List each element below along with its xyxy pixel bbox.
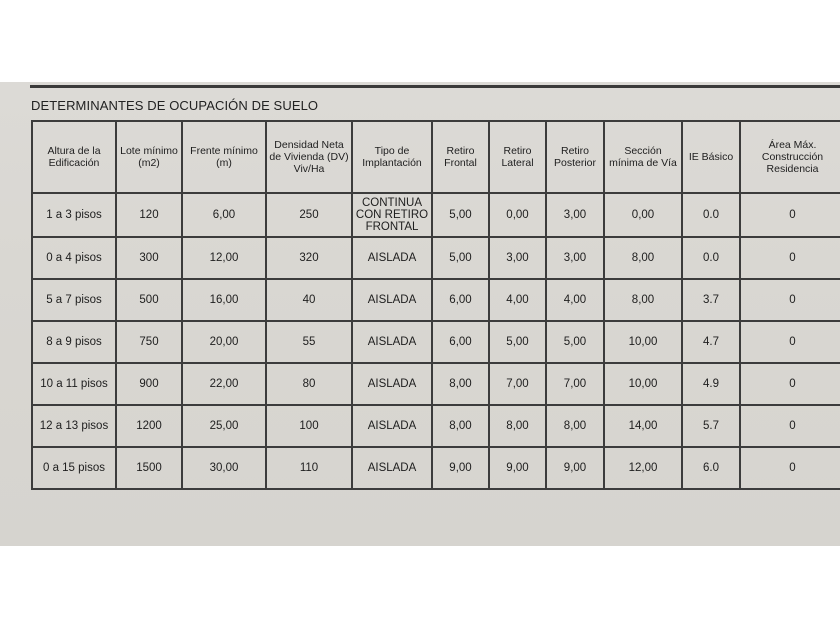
table-cell: 1200	[116, 405, 182, 447]
column-header: Retiro Posterior	[546, 121, 604, 193]
table-cell: 500	[116, 279, 182, 321]
table-cell: 0	[740, 237, 840, 279]
table-cell: 5 a 7 pisos	[32, 279, 116, 321]
table-cell: 0 a 4 pisos	[32, 237, 116, 279]
table-cell: 900	[116, 363, 182, 405]
table-cell: 6,00	[432, 321, 489, 363]
table-cell: 120	[116, 193, 182, 237]
table-cell: 0	[740, 321, 840, 363]
table-cell: 1 a 3 pisos	[32, 193, 116, 237]
table-row	[32, 321, 840, 363]
land-use-table	[31, 120, 840, 490]
table-cell: 0.0	[682, 193, 740, 237]
table-cell: AISLADA	[352, 405, 432, 447]
table-cell: 10,00	[604, 321, 682, 363]
table-cell: 8,00	[489, 405, 546, 447]
table-cell: 4,00	[546, 279, 604, 321]
table-cell: 80	[266, 363, 352, 405]
table-cell: 22,00	[182, 363, 266, 405]
column-header: Altura de la Edificación	[32, 121, 116, 193]
table-cell: AISLADA	[352, 237, 432, 279]
table-cell: 12,00	[604, 447, 682, 489]
table-cell: 0,00	[489, 193, 546, 237]
table-row	[32, 405, 840, 447]
table-cell: 0	[740, 447, 840, 489]
table-cell: AISLADA	[352, 447, 432, 489]
table-cell: 12,00	[182, 237, 266, 279]
table-cell: 5,00	[432, 237, 489, 279]
table-cell: 7,00	[489, 363, 546, 405]
column-header: Tipo de Implantación	[352, 121, 432, 193]
column-header: IE Básico	[682, 121, 740, 193]
table-cell: 6,00	[182, 193, 266, 237]
table-cell: 4.9	[682, 363, 740, 405]
table-cell: 0,00	[604, 193, 682, 237]
table-cell: 300	[116, 237, 182, 279]
table-cell: 750	[116, 321, 182, 363]
table-cell: 0.0	[682, 237, 740, 279]
document-photo	[0, 82, 840, 546]
document-title: DETERMINANTES DE OCUPACIÓN DE SUELO	[31, 98, 319, 113]
table-cell: 5,00	[432, 193, 489, 237]
column-header: Lote mínimo (m2)	[116, 121, 182, 193]
table-row	[32, 193, 840, 237]
table-cell: 6,00	[432, 279, 489, 321]
table-cell: 320	[266, 237, 352, 279]
table-cell: 10,00	[604, 363, 682, 405]
table-cell: 8,00	[604, 279, 682, 321]
table-cell: 10 a 11 pisos	[32, 363, 116, 405]
column-header: Retiro Lateral	[489, 121, 546, 193]
table-row	[32, 447, 840, 489]
table-cell: 40	[266, 279, 352, 321]
table-cell: 30,00	[182, 447, 266, 489]
table-cell: 3.7	[682, 279, 740, 321]
table-cell: 5.7	[682, 405, 740, 447]
table-cell: 8,00	[432, 363, 489, 405]
table-cell: 5,00	[489, 321, 546, 363]
table-cell: 5,00	[546, 321, 604, 363]
column-header: Área Máx. Construcción Residencia	[740, 121, 840, 193]
table-cell: 55	[266, 321, 352, 363]
table-cell: 3,00	[546, 193, 604, 237]
table-cell: 110	[266, 447, 352, 489]
table-cell: CONTINUA CON RETIRO FRONTAL	[352, 193, 432, 237]
table-cell: 0	[740, 363, 840, 405]
table-cell: 16,00	[182, 279, 266, 321]
column-header: Densidad Neta de Vivienda (DV) Viv/Ha	[266, 121, 352, 193]
table-cell: AISLADA	[352, 363, 432, 405]
table-row	[32, 363, 840, 405]
table-cell: 9,00	[546, 447, 604, 489]
table-cell: 0	[740, 405, 840, 447]
table-cell: 4,00	[489, 279, 546, 321]
table-cell: 25,00	[182, 405, 266, 447]
table-cell: AISLADA	[352, 321, 432, 363]
table-row	[32, 279, 840, 321]
table-cell: 8,00	[604, 237, 682, 279]
table-cell: 8 a 9 pisos	[32, 321, 116, 363]
table-cell: 9,00	[489, 447, 546, 489]
table-cell: 4.7	[682, 321, 740, 363]
table-cell: 7,00	[546, 363, 604, 405]
table-cell: 1500	[116, 447, 182, 489]
table-cell: 0	[740, 193, 840, 237]
column-header: Frente mínimo (m)	[182, 121, 266, 193]
table-cell: 9,00	[432, 447, 489, 489]
table-cell: 250	[266, 193, 352, 237]
table-cell: 14,00	[604, 405, 682, 447]
table-cell: 3,00	[546, 237, 604, 279]
table-header-row	[32, 121, 840, 193]
table-cell: 12 a 13 pisos	[32, 405, 116, 447]
table-cell: AISLADA	[352, 279, 432, 321]
column-header: Sección mínima de Vía	[604, 121, 682, 193]
table-cell: 6.0	[682, 447, 740, 489]
column-header: Retiro Frontal	[432, 121, 489, 193]
table-cell: 8,00	[432, 405, 489, 447]
table-cell: 3,00	[489, 237, 546, 279]
top-rule-line	[30, 85, 840, 88]
table-cell: 20,00	[182, 321, 266, 363]
table-row	[32, 237, 840, 279]
table-cell: 0	[740, 279, 840, 321]
table-cell: 0 a 15 pisos	[32, 447, 116, 489]
table-cell: 100	[266, 405, 352, 447]
table-cell: 8,00	[546, 405, 604, 447]
